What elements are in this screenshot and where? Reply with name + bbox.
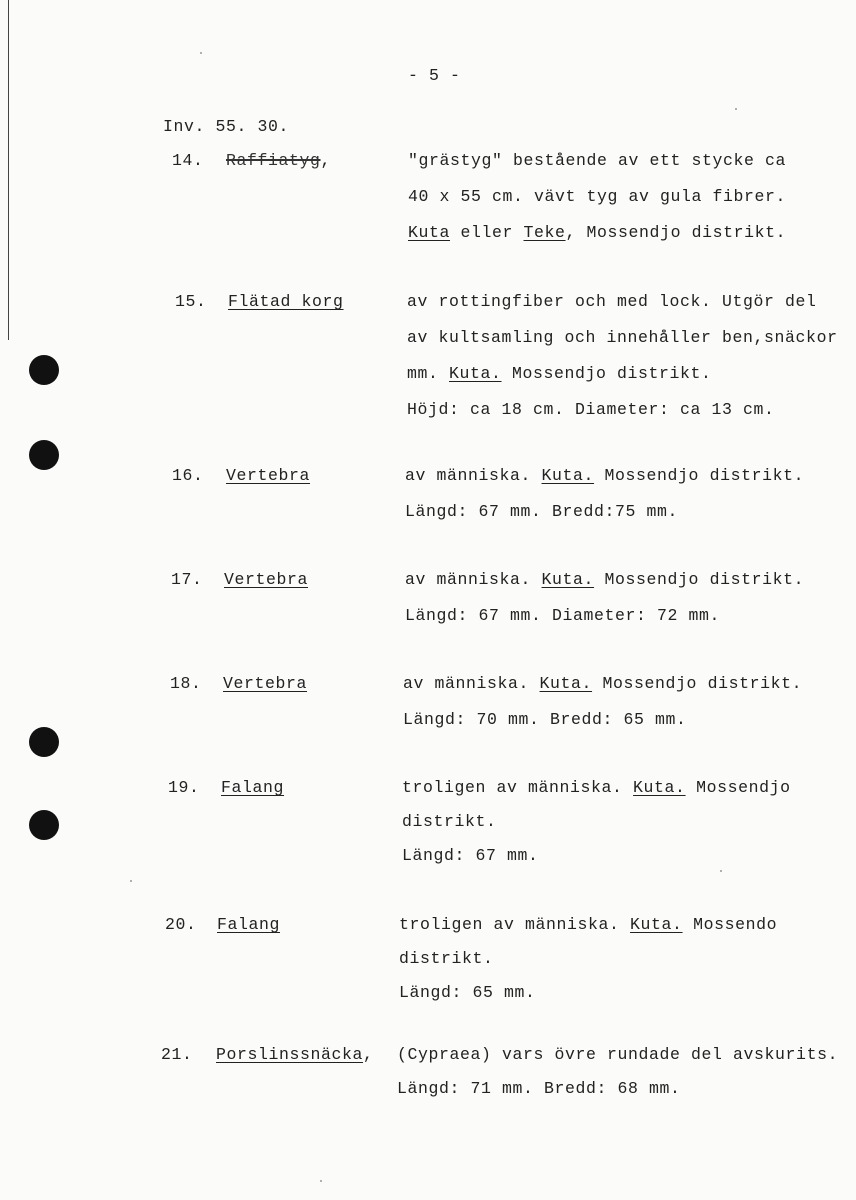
underlined-term: Kuta. bbox=[539, 674, 593, 693]
entry-number: 15. bbox=[175, 292, 207, 311]
entry-name-cell bbox=[224, 570, 308, 589]
entry-description-line: distrikt. bbox=[399, 949, 494, 968]
text-segment: av människa. bbox=[405, 466, 542, 485]
entry-number: 14. bbox=[172, 151, 204, 170]
underlined-term: Kuta bbox=[408, 223, 451, 242]
underlined-term: Kuta. bbox=[541, 570, 595, 589]
entry-name-cell bbox=[216, 1045, 374, 1064]
entry-description-line: Längd: 67 mm. Bredd:75 mm. bbox=[405, 502, 679, 521]
entry-name-suffix: , bbox=[363, 1045, 374, 1064]
punch-hole bbox=[29, 810, 59, 840]
entry-description-line: (Cypraea) vars övre rundade del avskurits. bbox=[397, 1045, 839, 1064]
text-segment: av människa. bbox=[403, 674, 540, 693]
entry-description-line: av rottingfiber och med lock. Utgör del bbox=[407, 292, 817, 311]
entry-name-cell bbox=[221, 778, 284, 797]
underlined-term: Kuta. bbox=[630, 915, 683, 934]
text-segment: , Mossendjo distrikt. bbox=[565, 223, 787, 242]
text-segment: mm. bbox=[407, 364, 450, 383]
entry-name-cell bbox=[217, 915, 280, 934]
text-segment: troligen av människa. bbox=[399, 915, 631, 934]
entry-number: 20. bbox=[165, 915, 197, 934]
punch-hole bbox=[29, 355, 59, 385]
entry-name: Flätad korg bbox=[228, 292, 344, 311]
underlined-term: Teke bbox=[523, 223, 566, 242]
underlined-term: Kuta. bbox=[541, 466, 595, 485]
entry-description-line: Längd: 67 mm. bbox=[402, 846, 539, 865]
text-segment: eller bbox=[450, 223, 524, 242]
entry-description-line: Höjd: ca 18 cm. Diameter: ca 13 cm. bbox=[407, 400, 775, 419]
entry-description-line: "grästyg" bestående av ett stycke ca bbox=[408, 151, 787, 170]
entry-name: Vertebra bbox=[224, 570, 309, 589]
text-segment: Mossendjo distrikt. bbox=[594, 570, 805, 589]
entry-name: Falang bbox=[221, 778, 285, 797]
entry-description-line: av kultsamling och innehåller ben,snäckor bbox=[407, 328, 838, 347]
inventory-number: Inv. 55. 30. bbox=[163, 117, 290, 136]
entry-name: Raffiatyg bbox=[226, 151, 321, 170]
entry-description-line: distrikt. bbox=[402, 812, 497, 831]
entry-number: 21. bbox=[161, 1045, 193, 1064]
entry-description-line bbox=[402, 778, 791, 797]
entry-name-cell bbox=[228, 292, 344, 311]
entry-description-line bbox=[405, 570, 804, 589]
text-segment: av människa. bbox=[405, 570, 542, 589]
entry-name: Vertebra bbox=[226, 466, 311, 485]
entry-name: Vertebra bbox=[223, 674, 308, 693]
entry-description-line bbox=[403, 674, 802, 693]
entry-number: 18. bbox=[170, 674, 202, 693]
underlined-term: Kuta. bbox=[633, 778, 686, 797]
text-segment: Mossendjo distrikt. bbox=[594, 466, 805, 485]
entry-description-line: Längd: 70 mm. Bredd: 65 mm. bbox=[403, 710, 687, 729]
entry-name-suffix: , bbox=[320, 151, 332, 170]
page-edge-line bbox=[8, 0, 9, 340]
entry-description-line bbox=[408, 223, 786, 242]
page-number: - 5 - bbox=[408, 66, 461, 85]
entry-number: 16. bbox=[172, 466, 204, 485]
entry-number: 17. bbox=[171, 570, 203, 589]
text-segment: troligen av människa. bbox=[402, 778, 634, 797]
entry-description-line: 40 x 55 cm. vävt tyg av gula fibrer. bbox=[408, 187, 787, 206]
underlined-term: Kuta. bbox=[449, 364, 502, 383]
text-segment: Mossendjo distrikt. bbox=[592, 674, 803, 693]
text-segment: Mossendo bbox=[682, 915, 778, 934]
entry-description-line: Längd: 67 mm. Diameter: 72 mm. bbox=[405, 606, 721, 625]
entry-name: Falang bbox=[217, 915, 281, 934]
entry-number: 19. bbox=[168, 778, 200, 797]
entry-name-cell bbox=[223, 674, 307, 693]
text-segment: Mossendjo distrikt. bbox=[501, 364, 712, 383]
entry-description-line: Längd: 65 mm. bbox=[399, 983, 536, 1002]
entry-description-line bbox=[405, 466, 804, 485]
entry-name: Porslinssnäcka bbox=[216, 1045, 364, 1064]
text-segment: Mossendjo bbox=[685, 778, 791, 797]
punch-hole bbox=[29, 440, 59, 470]
entry-name-cell bbox=[226, 151, 331, 170]
entry-description-line bbox=[407, 364, 712, 383]
entry-description-line: Längd: 71 mm. Bredd: 68 mm. bbox=[397, 1079, 681, 1098]
entry-name-cell bbox=[226, 466, 310, 485]
punch-hole bbox=[29, 727, 59, 757]
entry-description-line bbox=[399, 915, 777, 934]
